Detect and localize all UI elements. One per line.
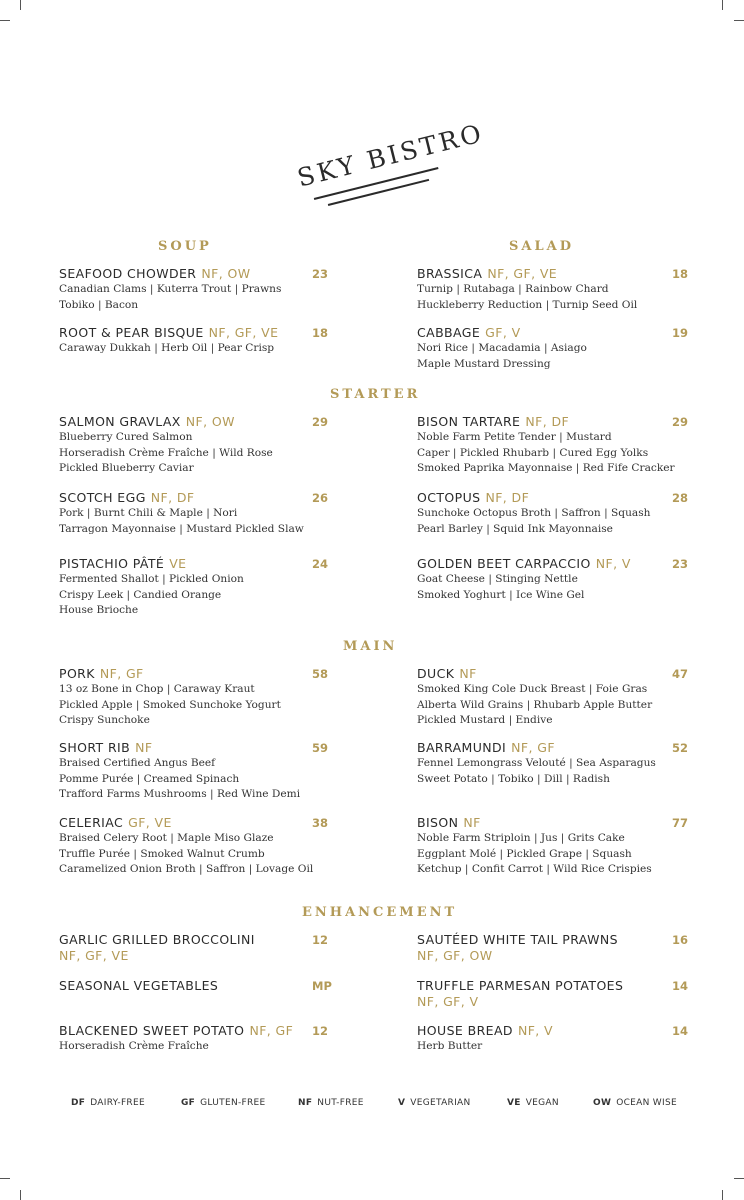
menu-item-description: Turnip | Rutabaga | Rainbow Chard [417,283,609,295]
legend-entry [298,1098,364,1108]
brand-name: SKY BISTRO [294,118,487,193]
menu-item-description: Blueberry Cured Salmon [59,431,193,443]
menu-item-description: Horseradish Crème Fraîche | Wild Rose [59,446,273,459]
menu-item-description: Crispy Leek | Candied Orange [59,588,222,601]
menu-item-description: Truffle Purée | Smoked Walnut Crumb [59,847,265,860]
legend-entry [593,1098,677,1108]
menu-item-title: CABBAGE [417,325,481,340]
menu-item-title: BRASSICA [417,266,483,281]
menu-item-description: Pickled Blueberry Caviar [59,462,194,475]
crop-mark [20,1190,21,1200]
menu-item-title: BISON [417,815,459,830]
menu-item-price: 14 [672,979,689,993]
section-title-starter: STARTER [330,387,421,402]
menu-item-description: Smoked Paprika Mayonnaise | Red Fife Cracker [417,462,675,475]
section-title-soup: SOUP [158,239,212,254]
menu-item-description: Braised Celery Root | Maple Miso Glaze [59,832,274,844]
menu-item-title: GARLIC GRILLED BROCCOLINI [59,932,255,947]
menu-item-title: HOUSE BREAD [417,1023,513,1038]
menu-item-description: Braised Certified Angus Beef [59,757,216,769]
legend-label: VEGETARIAN [410,1098,471,1108]
menu-item-description: Sweet Potato | Tobiko | Dill | Radish [417,772,610,785]
menu-item-description: Caper | Pickled Rhubarb | Cured Egg Yolks [417,446,649,459]
legend-entry [398,1098,471,1108]
menu-item-price: 59 [312,741,329,755]
menu-item-price: 23 [672,557,689,571]
menu-item-description: Pork | Burnt Chili & Maple | Nori [59,507,238,519]
menu-item-price: 12 [312,1024,329,1038]
menu-item-description: Pomme Purée | Creamed Spinach [59,772,240,785]
dietary-tags: NF, GF [99,666,144,681]
menu-item-price: 47 [672,667,689,681]
dietary-tags: NF, GF, VE [59,948,129,963]
menu-item-title: OCTOPUS [417,490,481,505]
menu-item-price: 19 [672,326,689,340]
menu-item-description: Herb Butter [417,1040,483,1052]
legend-code: GF [181,1098,196,1108]
menu-item-price: 26 [312,491,329,505]
section-title-main: MAIN [343,639,398,654]
section-title-enhancement: ENHANCEMENT [302,905,458,920]
menu-item-description: Maple Mustard Dressing [417,357,551,370]
menu-item-title: BLACKENED SWEET POTATO [59,1023,245,1038]
menu-item-title: PISTACHIO PÂTÉ [59,556,165,571]
menu-item-description: Caramelized Onion Broth | Saffron | Lovage Oil [59,863,314,876]
legend-label: GLUTEN-FREE [200,1098,266,1108]
menu-item-title: BARRAMUNDI [417,740,507,755]
menu-item-price: 12 [312,933,329,947]
legend-label: OCEAN WISE [616,1098,677,1108]
legend-entry [71,1098,145,1108]
dietary-tags: NF [463,815,481,830]
dietary-tags: NF, DF [485,490,530,505]
crop-mark [0,20,10,21]
dietary-tags: NF [135,740,153,755]
menu-item-description: 13 oz Bone in Chop | Caraway Kraut [59,683,255,695]
menu-item-price: 18 [672,267,689,281]
menu-item-description: Caraway Dukkah | Herb Oil | Pear Crisp [59,342,275,354]
crop-mark [0,1178,10,1179]
menu-item-title: GOLDEN BEET CARPACCIO [417,556,591,571]
menu-item-title: TRUFFLE PARMESAN POTATOES [417,978,624,993]
menu-item-description: House Brioche [59,604,139,617]
section-title-salad: SALAD [509,239,574,254]
legend-code: NF [298,1098,313,1108]
dietary-tags: NF, GF, V [417,994,479,1009]
dietary-tags: NF, DF [525,414,570,429]
menu-item-description: Ketchup | Confit Carrot | Wild Rice Crispies [417,863,652,876]
menu-item-price: 18 [312,326,329,340]
menu-item-description: Pearl Barley | Squid Ink Mayonnaise [417,522,613,535]
menu-item-title: SHORT RIB [59,740,131,755]
menu-item-description: Trafford Farms Mushrooms | Red Wine Demi [59,788,301,801]
menu-item-title: BISON TARTARE [417,414,521,429]
menu-item-price: 29 [672,415,689,429]
menu-item-price: MP [312,979,332,993]
menu-item-price: 16 [672,933,689,947]
menu-item-price: 24 [312,557,329,571]
menu-item-description: Huckleberry Reduction | Turnip Seed Oil [417,298,638,311]
dietary-tags: NF, GF [249,1023,294,1038]
menu-item-price: 28 [672,491,689,505]
menu-item-title: DUCK [417,666,455,681]
legend-code: VE [507,1098,521,1108]
menu-item-price: 38 [312,816,329,830]
legend-label: VEGAN [525,1098,559,1108]
menu-item-description: Sunchoke Octopus Broth | Saffron | Squash [417,507,651,519]
menu-item-title: SALMON GRAVLAX [59,414,181,429]
dietary-tags: GF, V [485,325,521,340]
menu-item-description: Pickled Mustard | Endive [417,714,553,727]
menu-item-price: 23 [312,267,329,281]
legend-code: OW [593,1098,612,1108]
crop-mark [722,1190,723,1200]
dietary-tags: NF, OW [201,266,251,281]
menu-item-description: Noble Farm Striploin | Jus | Grits Cake [417,832,625,844]
menu-item-description: Fermented Shallot | Pickled Onion [59,573,244,585]
menu-item-price: 52 [672,741,689,755]
dietary-tags: NF [459,666,477,681]
dietary-tags: NF, DF [150,490,195,505]
menu-item-title: CELERIAC [59,815,124,830]
crop-mark [20,0,21,10]
crop-mark [734,1178,744,1179]
crop-mark [734,20,744,21]
dietary-tags: NF, V [595,556,631,571]
dietary-tags: VE [169,556,187,571]
dietary-tags: NF, GF, OW [417,948,493,963]
menu-item-description: Goat Cheese | Stinging Nettle [417,573,578,585]
menu-item-description: Eggplant Molé | Pickled Grape | Squash [417,847,632,860]
dietary-tags: NF, GF, VE [208,325,279,340]
menu-item-description: Canadian Clams | Kuterra Trout | Prawns [59,283,282,295]
legend-code: V [398,1098,406,1108]
brand-logo [292,118,487,208]
menu-item-title: SAUTÉED WHITE TAIL PRAWNS [417,932,618,947]
menu-item-description: Tarragon Mayonnaise | Mustard Pickled Slaw [59,522,304,535]
menu-item-title: SEASONAL VEGETABLES [59,978,219,993]
menu-item-description: Noble Farm Petite Tender | Mustard [417,431,612,443]
menu-item-description: Horseradish Crème Fraîche [59,1040,209,1052]
menu-item-description: Pickled Apple | Smoked Sunchoke Yogurt [59,698,281,711]
menu-item-description: Nori Rice | Macadamia | Asiago [417,342,587,354]
menu-item-description: Crispy Sunchoke [59,714,150,727]
dietary-tags: NF, OW [185,414,235,429]
legend-label: DAIRY-FREE [90,1098,145,1108]
legend-entry [507,1098,559,1108]
menu-item-title: SCOTCH EGG [59,490,146,505]
dietary-tags: GF, VE [128,815,172,830]
menu-item-price: 29 [312,415,329,429]
menu-item-price: 14 [672,1024,689,1038]
legend-code: DF [71,1098,86,1108]
dietary-tags: NF, GF, VE [487,266,558,281]
dietary-tags: NF, V [517,1023,553,1038]
crop-mark [722,0,723,10]
dietary-tags: NF, GF [511,740,555,755]
menu-item-description: Tobiko | Bacon [59,298,139,311]
menu-item-price: 58 [312,667,329,681]
menu-item-price: 77 [672,816,689,830]
menu-item-description: Alberta Wild Grains | Rhubarb Apple Butter [417,698,653,711]
menu-item-description: Smoked King Cole Duck Breast | Foie Gras [417,683,648,695]
menu-item-description: Fennel Lemongrass Velouté | Sea Asparagus [417,757,656,769]
menu-item-title: SEAFOOD CHOWDER [59,266,197,281]
menu-item-title: ROOT & PEAR BISQUE [59,325,204,340]
menu-item-title: PORK [59,666,95,681]
menu-item-description: Smoked Yoghurt | Ice Wine Gel [417,588,585,601]
legend-label: NUT-FREE [317,1098,364,1108]
legend-entry [181,1098,266,1108]
